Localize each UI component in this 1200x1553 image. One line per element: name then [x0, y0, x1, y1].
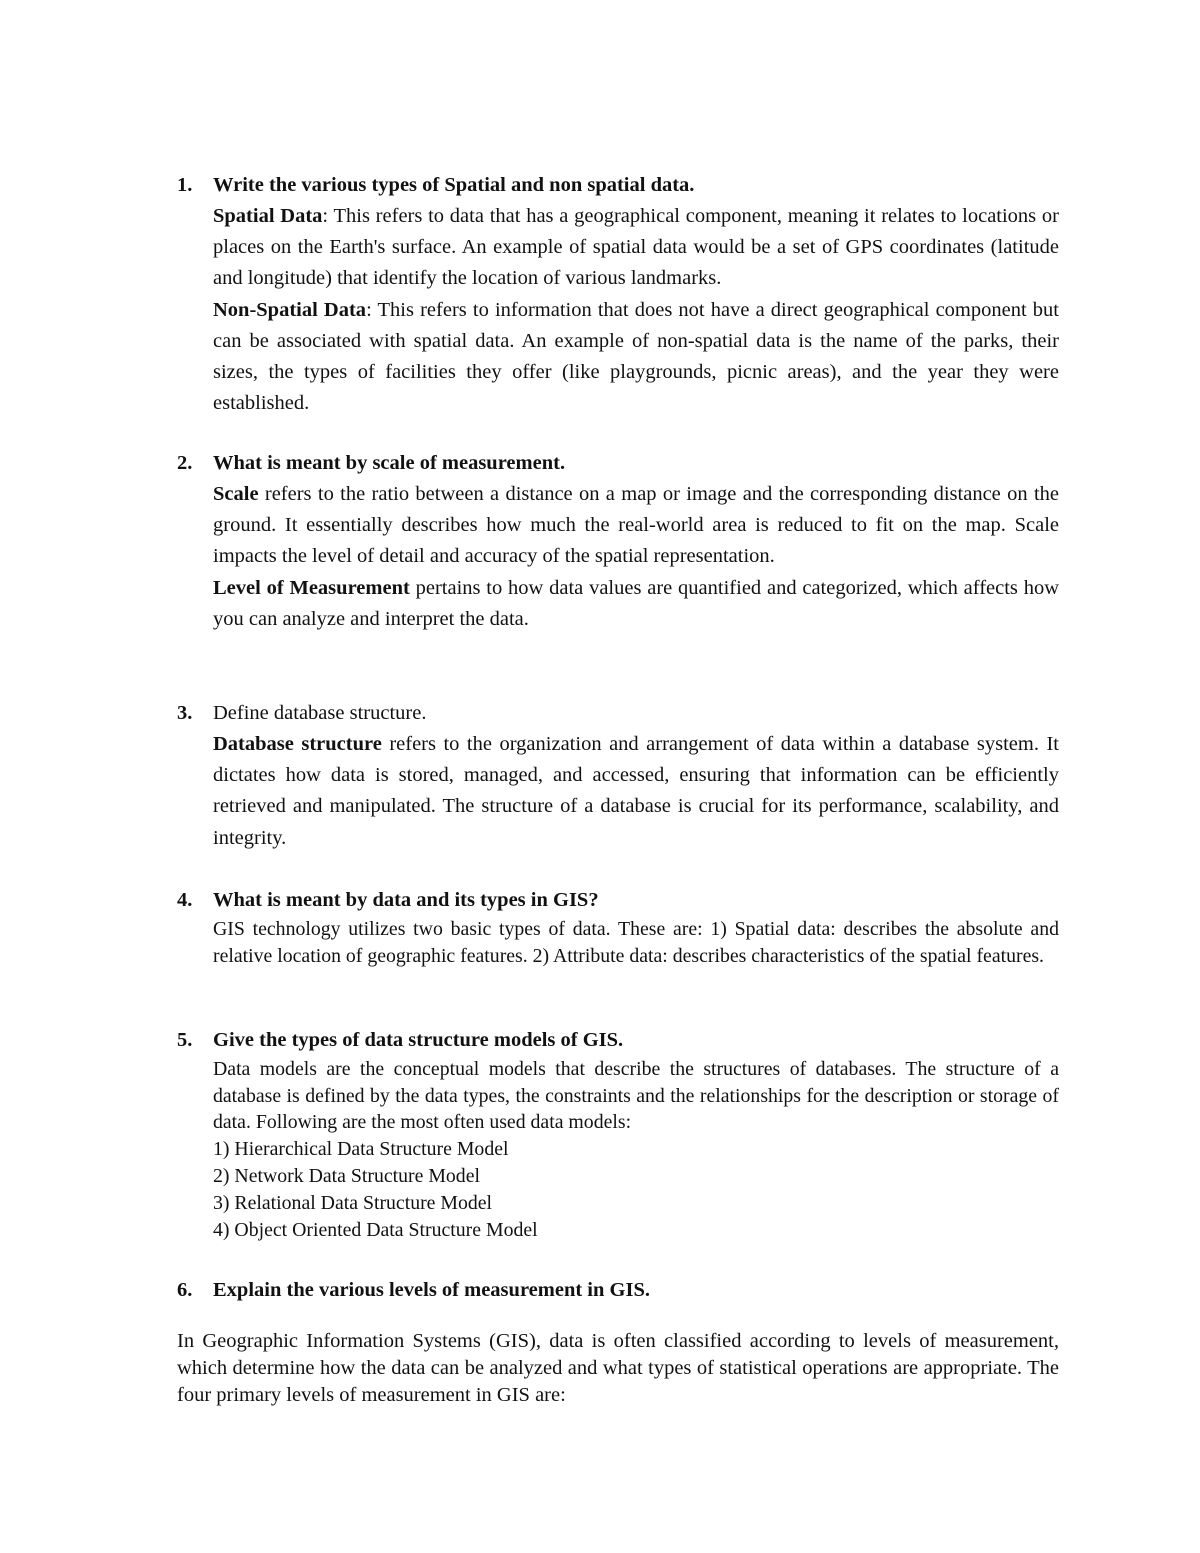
- answer-text: refers to the organization and arrangement of data within a database system. It dictates how data is stored, managed, and accessed, ensuring that information can be efficiently retrieved and manipulated. The structure of a database is crucial for its performance, scalability, and integrity.: [213, 733, 1059, 849]
- question-title: What is meant by scale of measurement.: [213, 452, 566, 474]
- intro-paragraph: In Geographic Information Systems (GIS), data is often classified according to levels of measurement, which determine how the data can be analyzed and what types of statistical operations are appropriate. The four primary levels of measurement in GIS are:: [177, 1330, 1059, 1406]
- list-item: 1) Hierarchical Data Structure Model: [213, 1137, 509, 1160]
- question-title: What is meant by data and its types in GIS?: [213, 889, 599, 911]
- answer-paragraph: GIS technology utilizes two basic types of data. These are: 1) Spatial data: describes the absolute and relative location of geographic features. 2) Attribute data: describes characteristics of the spatial features.: [213, 918, 1059, 967]
- answer-text: : This refers to data that has a geographical component, meaning it relates to locations or places on the Earth's surface. An example of spatial data would be a set of GPS coordinates (latitude and longitude) that identify the location of various landmarks.: [213, 205, 1059, 290]
- list-item: 2) Network Data Structure Model: [213, 1164, 480, 1187]
- answer-text: : This refers to information that does not have a direct geographical component but can be associated with spatial data. An example of non-spatial data is the name of the parks, their sizes, the types of facilities they offer (like playgrounds, picnic areas), and the year they were established.: [213, 298, 1059, 415]
- answer-paragraph: [213, 295, 1059, 420]
- term-label: Database structure: [213, 733, 382, 755]
- question-title: Write the various types of Spatial and non spatial data.: [213, 174, 695, 196]
- term-label: Level of Measurement: [213, 576, 410, 599]
- question-number: 1.: [177, 174, 193, 196]
- question-5: [177, 1025, 1059, 1244]
- question-title: Give the types of data structure models of GIS.: [213, 1029, 624, 1051]
- answer-paragraph: [213, 729, 1059, 854]
- answer-text: refers to the ratio between a distance on a map or image and the corresponding distance on the ground. It essentially describes how much the real-world area is reduced to fit on the map. Scale impacts the level of detail and accuracy of the spatial representation.: [213, 483, 1059, 568]
- question-number: 2.: [177, 452, 193, 474]
- answer-paragraph: [213, 573, 1059, 635]
- question-title: Explain the various levels of measurement in GIS.: [213, 1279, 650, 1301]
- term-label: Spatial Data: [213, 205, 323, 227]
- answer-text: pertains to how data values are quantified and categorized, which affects how you can analyze and interpret the data.: [213, 576, 1059, 630]
- question-title: Define database structure.: [213, 702, 427, 724]
- answer-paragraph: Data models are the conceptual models that describe the structures of databases. The structure of a database is defined by the data types, the constraints and the relationships for the description or storage of data. Following are the most often used data models:: [213, 1058, 1059, 1134]
- answer-paragraph: [213, 479, 1059, 573]
- question-number: 3.: [177, 702, 193, 724]
- list-item: 3) Relational Data Structure Model: [213, 1191, 493, 1214]
- answer-paragraph: [213, 201, 1059, 295]
- term-label: Non-Spatial Data: [213, 298, 367, 321]
- question-4: [177, 885, 1059, 969]
- question-3: [177, 698, 1059, 854]
- question-2: [177, 448, 1059, 635]
- list-item: 4) Object Oriented Data Structure Model: [213, 1218, 538, 1241]
- term-label: Scale: [213, 483, 259, 505]
- question-number: 4.: [177, 889, 193, 911]
- question-number: 6.: [177, 1279, 193, 1301]
- question-number: 5.: [177, 1029, 193, 1051]
- question-1: [177, 170, 1059, 419]
- data-model-list: [213, 1136, 1059, 1244]
- question-6: [177, 1275, 1059, 1306]
